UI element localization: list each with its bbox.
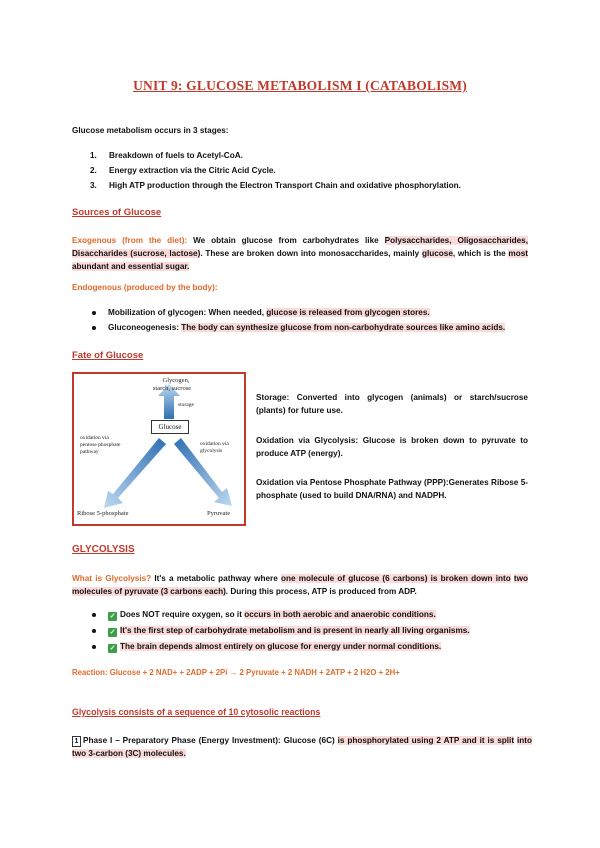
- diagram-bottom-left-label: Ribose 5-phosphate: [77, 510, 129, 517]
- exogenous-paragraph: [72, 234, 528, 273]
- glycolysis-point-highlight: occurs in both aerobic and anaerobic conditions.: [244, 610, 436, 619]
- exogenous-text: . These are broken down into monosaccharides, mainly: [200, 249, 422, 258]
- glycolysis-point-highlight: It's the first step of carbohydrate metabolism and is present in nearly all living organisms.: [120, 626, 470, 635]
- diagram-label: pentose phosphate: [80, 442, 121, 448]
- fate-storage-text: Storage: Converted into glycogen (animals) or starch/sucrose (plants) for future use.: [256, 393, 528, 415]
- bullet-icon: [92, 311, 96, 315]
- diagram-label: Glycogen,: [162, 377, 190, 384]
- exogenous-text: We obtain glucose from carbohydrates like: [187, 236, 385, 245]
- diagram-top-label: [152, 377, 196, 392]
- glycolysis-text: . During this process, ATP is produced from ADP.: [225, 587, 417, 596]
- sequence-heading: Glycolysis consists of a sequence of 10 cytosolic reactions: [72, 707, 321, 717]
- bullet-icon: [92, 645, 96, 649]
- endogenous-item-lead: Gluconeogenesis:: [108, 323, 182, 332]
- glycolysis-definition: [72, 572, 528, 598]
- diagram-storage-label: storage: [178, 402, 194, 408]
- stage-text: High ATP production through the Electron Transport Chain and oxidative phosphorylation.: [109, 181, 461, 190]
- exogenous-text: , which is the: [452, 249, 506, 258]
- stage-number: 1.: [90, 151, 97, 160]
- glycolysis-point: [108, 608, 548, 621]
- endogenous-item-highlight: The body can synthesize glucose from non-carbohydrate sources like amino acids.: [181, 323, 506, 332]
- glycolysis-point-highlight: The brain depends almost entirely on glucose for energy under normal conditions.: [120, 642, 442, 651]
- diagram-label: oxidation via: [80, 435, 109, 441]
- bullet-icon: [92, 613, 96, 617]
- stage-list: [90, 149, 570, 194]
- endogenous-item: [108, 306, 548, 319]
- endogenous-item: [108, 321, 558, 334]
- endogenous-item-highlight: glucose is released from glycogen stores.: [266, 308, 430, 317]
- phase-text: Phase I – Preparatory Phase (Energy Investment): Glucose (6C): [83, 736, 338, 745]
- diagram-bottom-right-label: Pyruvate: [207, 510, 231, 517]
- stage-item: [90, 164, 570, 179]
- diagram-left-label: [80, 435, 120, 456]
- diagram-label: pathway: [80, 449, 99, 455]
- glycolysis-question: What is Glycolysis?: [72, 574, 152, 583]
- stage-text: Breakdown of fuels to Acetyl-CoA.: [109, 151, 243, 160]
- diagram-right-label: [200, 441, 229, 455]
- stage-number: 2.: [90, 166, 97, 175]
- glucose-fate-diagram: [72, 372, 246, 526]
- check-icon: ✓: [109, 629, 116, 636]
- diagram-glucose-box: Glucose: [151, 420, 189, 434]
- phase-paragraph: [72, 734, 532, 760]
- glycolysis-point: [108, 640, 548, 653]
- fate-ppp-text: Oxidation via Pentose Phosphate Pathway (PPP):Generates Ribose 5-phosphate (used to build DNA/RNA) and NADPH.: [256, 478, 528, 500]
- fate-glycolysis-text: Oxidation via Glycolysis: Glucose is broken down to pyruvate to produce ATP (energy).: [256, 436, 528, 458]
- exogenous-highlight: Polysaccharides, Oligosaccharides,: [384, 236, 528, 245]
- stage-number: 3.: [90, 181, 97, 190]
- intro-lead: Glucose metabolism occurs in 3 stages:: [72, 126, 229, 135]
- exogenous-label: Exogenous (from the diet):: [72, 236, 188, 245]
- stage-item: [90, 179, 570, 194]
- glycolysis-highlight: one molecule of glucose (6 carbons) is broken down into: [280, 574, 511, 583]
- sources-heading: Sources of Glucose: [72, 207, 162, 218]
- glycolysis-reaction: Reaction: Glucose + 2 NAD+ + 2ADP + 2Pi → 2 Pyruvate + 2 NADH + 2ATP + 2 H2O + 2H+: [72, 668, 400, 677]
- endogenous-item-lead: Mobilization of glycogen: When needed,: [108, 308, 267, 317]
- phase-number-badge: 1: [72, 736, 81, 747]
- phase-highlight: is phosphorylated using 2 ATP and it is split: [337, 736, 515, 745]
- endogenous-label: Endogenous (produced by the body):: [72, 283, 218, 292]
- stage-text: Energy extraction via the Citric Acid Cycle.: [109, 166, 276, 175]
- bullet-icon: [92, 629, 96, 633]
- exogenous-highlight: Disaccharides (sucrose, lactose): [72, 249, 201, 258]
- check-icon: ✓: [109, 645, 116, 652]
- glycolysis-highlight: two molecules of pyruvate (3 carbons each): [72, 574, 528, 596]
- diagram-label: starch, sucrose: [152, 384, 192, 392]
- exogenous-highlight: glucose: [421, 249, 453, 258]
- glycolysis-point: [108, 624, 548, 637]
- glycolysis-text: It's a metabolic pathway where: [151, 574, 281, 583]
- glycolysis-heading: GLYCOLYSIS: [72, 544, 135, 555]
- stage-item: [90, 149, 570, 164]
- fate-heading: Fate of Glucose: [72, 350, 144, 361]
- page-title: UNIT 9: GLUCOSE METABOLISM I (CATABOLISM): [133, 78, 467, 93]
- bullet-icon: [92, 326, 96, 330]
- glycolysis-point-lead: Does NOT require oxygen, so it: [120, 610, 245, 619]
- check-icon: ✓: [109, 613, 116, 620]
- diagram-label: oxidation via: [200, 441, 229, 447]
- phase-highlight: into two 3-carbon (3C) molecules.: [72, 736, 532, 758]
- exogenous-highlight: most abundant and essential sugar.: [72, 249, 528, 271]
- diagram-label: glycolysis: [200, 448, 223, 454]
